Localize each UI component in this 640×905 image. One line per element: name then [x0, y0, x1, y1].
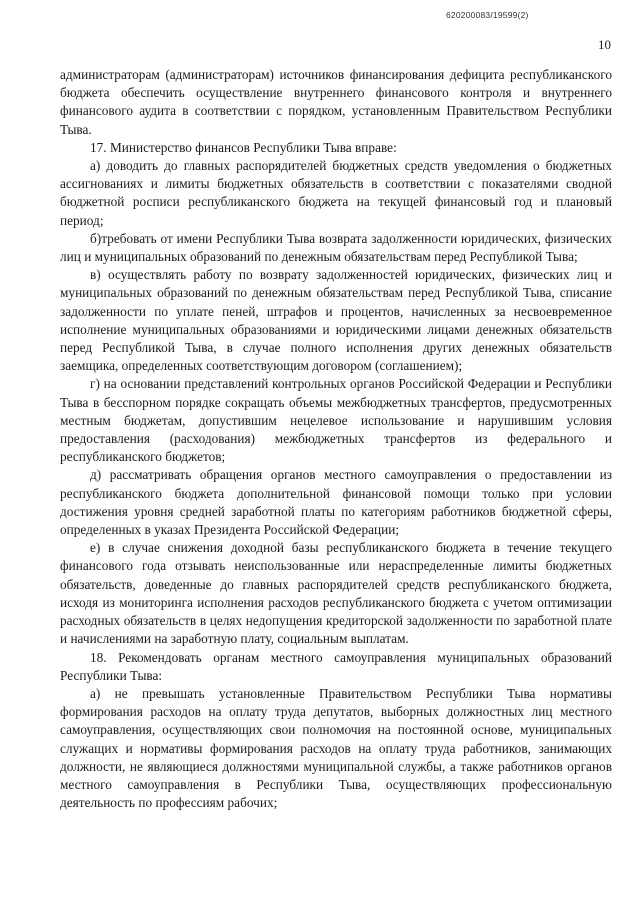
paragraph: администраторам (администраторам) источников финансирования дефицита республиканского бюджета обеспечить осуществление внутреннего финансового контроля и внутреннего финансового аудита в соответствии с порядком, установленным Правительством Республики Тыва. [60, 67, 612, 137]
paragraph: в) осуществлять работу по возврату задолженностей юридических, физических лиц и муниципальных образований по денежным обязательствам перед Республикой Тыва, списание задолженности по уплате пеней, штрафов и процентов, начисленных за несвоевременное исполнение муниципальных образованиями и юридическими лицами денежных обязательств перед Республикой Тыва, в случае полного исполнения других денежных обязательств заемщика, определенных соответствующим договором (соглашением); [60, 267, 612, 374]
paragraph: а) доводить до главных распорядителей бюджетных средств уведомления о бюджетных ассигнованиях и лимиты бюджетных обязательств в соответствии с показателями сводной бюджетной росписи республиканского бюджета на текущей финансовый год и плановый период; [60, 158, 612, 228]
paragraph: б)требовать от имени Республики Тыва возврата задолженности юридических, физических лиц и муниципальных образований по денежным обязательствам перед Республикой Тыва; [60, 230, 612, 265]
paragraph: г) на основании представлений контрольных органов Российской Федерации и Республики Тыва в бесспорном порядке сокращать объемы межбюджетных трансфертов, предусмотренных местным бюджетам, допустившим нецелевое использование и нарушившим условия предоставления (расходования) межбюджетных трансфертов из федерального и республиканского бюджетов; [60, 376, 612, 465]
document-body [60, 66, 612, 812]
paragraph: е) в случае снижения доходной базы республиканского бюджета в течение текущего финансового года отзывать неиспользованные или нераспределенные лимиты бюджетных обязательств, доведенные до главных распорядителей средств республиканского бюджета, исходя из мониторинга исполнения расходов республиканского бюджета с учетом оптимизации расходных обязательств в целях недопущения кредиторской задолженности по заработной плате и начислениями на заработную плату, социальным выплатам. [60, 540, 612, 647]
paragraph: 18. Рекомендовать органам местного самоуправления муниципальных образований Республики Тыва: [60, 649, 612, 683]
document-id: 620200083/19599(2) [446, 10, 529, 20]
paragraph: 17. Министерство финансов Республики Тыва вправе: [90, 139, 397, 155]
page-number: 10 [598, 37, 611, 52]
paragraph: д) рассматривать обращения органов местного самоуправления о предоставлении из республиканского бюджета дополнительной финансовой помощи только при условии достижения уровня средней заработной платы по категориям работников бюджетной сферы, определенных в указах Президента Российской Федерации; [60, 467, 612, 538]
paragraph: а) не превышать установленные Правительством Республики Тыва нормативы формирования расходов на оплату труда депутатов, выборных должностных лиц местного самоуправления, осуществляющих свои полномочия на постоянной основе, муниципальных служащих и нормативы формирования расходов на оплату труда работников, занимающих должности, не являющиеся должностями муниципальной службы, а также работников органов местного самоуправления в Республики Тыва, осуществляющих профессиональную деятельность по профессиям рабочих; [60, 685, 612, 811]
